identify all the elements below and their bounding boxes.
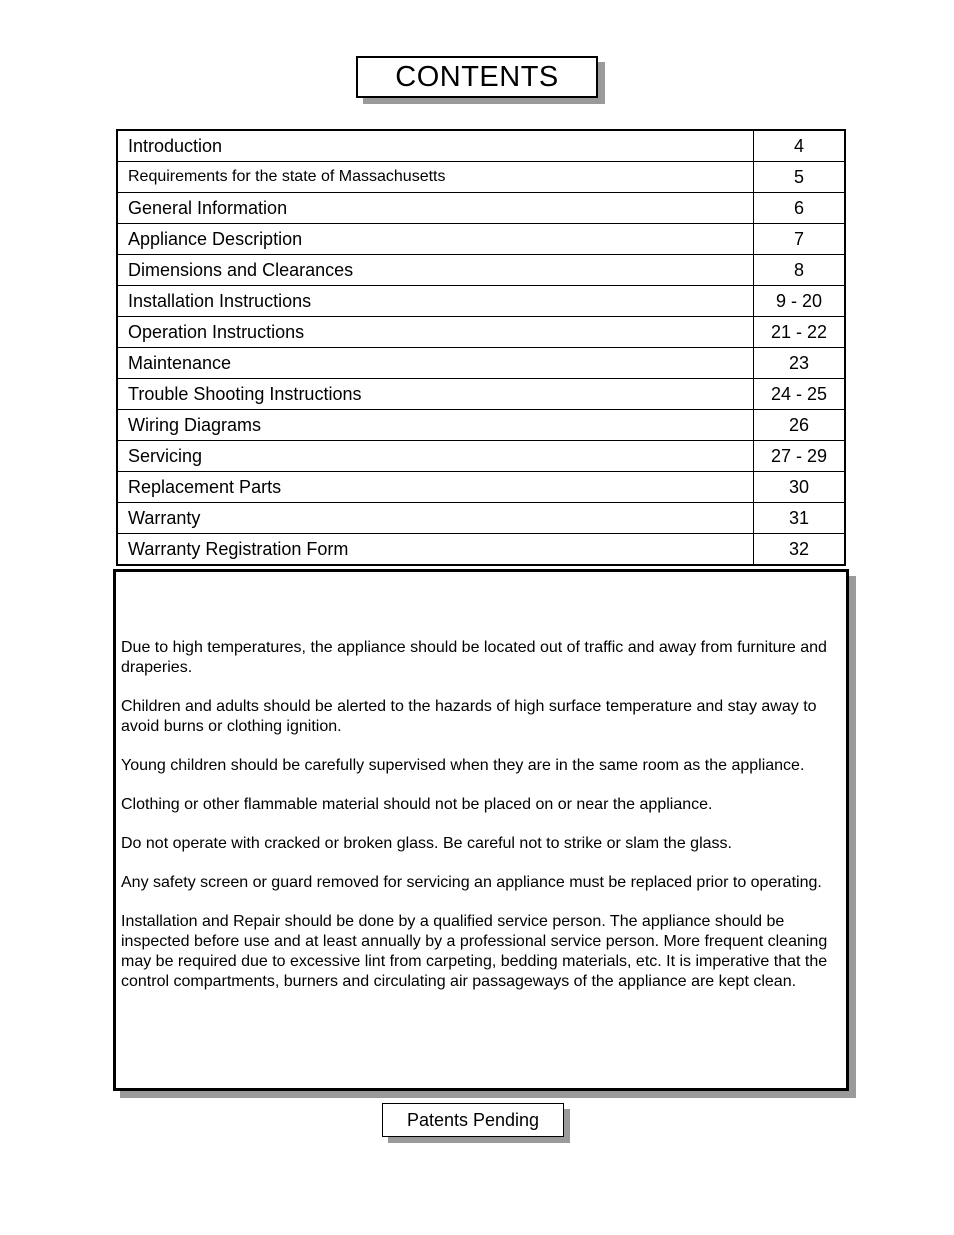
- toc-item-page: 27 - 29: [754, 441, 845, 472]
- toc-item-label: Warranty: [117, 503, 754, 534]
- toc-row: [117, 255, 845, 286]
- toc-item-page: 5: [754, 162, 845, 193]
- toc-item-label: Trouble Shooting Instructions: [117, 379, 754, 410]
- toc-item-label: Dimensions and Clearances: [117, 255, 754, 286]
- warning-text-block: [121, 638, 839, 1011]
- toc-item-page: 32: [754, 534, 845, 566]
- toc-item-page: 21 - 22: [754, 317, 845, 348]
- toc-item-page: 24 - 25: [754, 379, 845, 410]
- warning-paragraph: Children and adults should be alerted to the hazards of high surface temperature and stay away to avoid burns or clothing ignition.: [121, 698, 817, 735]
- toc-row: [117, 441, 845, 472]
- patents-box: [382, 1103, 564, 1137]
- toc-item-label: Appliance Description: [117, 224, 754, 255]
- toc-row: [117, 379, 845, 410]
- toc-row: [117, 410, 845, 441]
- contents-table: [116, 129, 846, 566]
- toc-item-page: 30: [754, 472, 845, 503]
- contents-title-box: [356, 56, 598, 98]
- toc-row: [117, 534, 845, 566]
- warning-paragraph: Young children should be carefully supervised when they are in the same room as the appliance.: [121, 757, 805, 774]
- warning-paragraph: Clothing or other flammable material should not be placed on or near the appliance.: [121, 796, 713, 813]
- toc-item-label: General Information: [117, 193, 754, 224]
- toc-row: [117, 317, 845, 348]
- toc-item-label: Operation Instructions: [117, 317, 754, 348]
- warning-box-frame: [113, 569, 849, 1091]
- warning-paragraph: Any safety screen or guard removed for servicing an appliance must be replaced prior to operating.: [121, 874, 822, 891]
- toc-item-page: 4: [754, 130, 845, 162]
- toc-item-page: 9 - 20: [754, 286, 845, 317]
- toc-item-page: 23: [754, 348, 845, 379]
- toc-item-label: Maintenance: [117, 348, 754, 379]
- patents-pending-label: Patents Pending: [382, 1103, 564, 1137]
- toc-row: [117, 286, 845, 317]
- toc-item-label: Requirements for the state of Massachusetts: [117, 162, 754, 193]
- toc-item-page: 31: [754, 503, 845, 534]
- toc-item-label: Introduction: [117, 130, 754, 162]
- toc-item-page: 7: [754, 224, 845, 255]
- toc-row: [117, 224, 845, 255]
- toc-row: [117, 193, 845, 224]
- warning-paragraph: Installation and Repair should be done by a qualified service person. The appliance should be inspected before use and at least annually by a professional service person. More frequent cleaning may be required due to excessive lint from carpeting, bedding materials, etc. It is imperative that the control compartments, burners and circulating air passageways of the appliance are kept clean.: [121, 913, 828, 990]
- toc-item-page: 8: [754, 255, 845, 286]
- toc-item-page: 6: [754, 193, 845, 224]
- warning-paragraph: Do not operate with cracked or broken glass. Be careful not to strike or slam the glass.: [121, 835, 732, 852]
- toc-row: [117, 472, 845, 503]
- toc-row: [117, 503, 845, 534]
- toc-item-label: Warranty Registration Form: [117, 534, 754, 566]
- page-title: CONTENTS: [356, 56, 598, 98]
- warning-paragraph: Due to high temperatures, the appliance should be located out of traffic and away from furniture and draperies.: [121, 639, 827, 676]
- toc-row: [117, 130, 845, 162]
- toc-row: [117, 162, 845, 193]
- toc-item-label: Servicing: [117, 441, 754, 472]
- toc-item-label: Wiring Diagrams: [117, 410, 754, 441]
- toc-item-label: Installation Instructions: [117, 286, 754, 317]
- safety-warning-box: [113, 569, 849, 1091]
- toc-item-page: 26: [754, 410, 845, 441]
- toc-item-label: Replacement Parts: [117, 472, 754, 503]
- toc-row: [117, 348, 845, 379]
